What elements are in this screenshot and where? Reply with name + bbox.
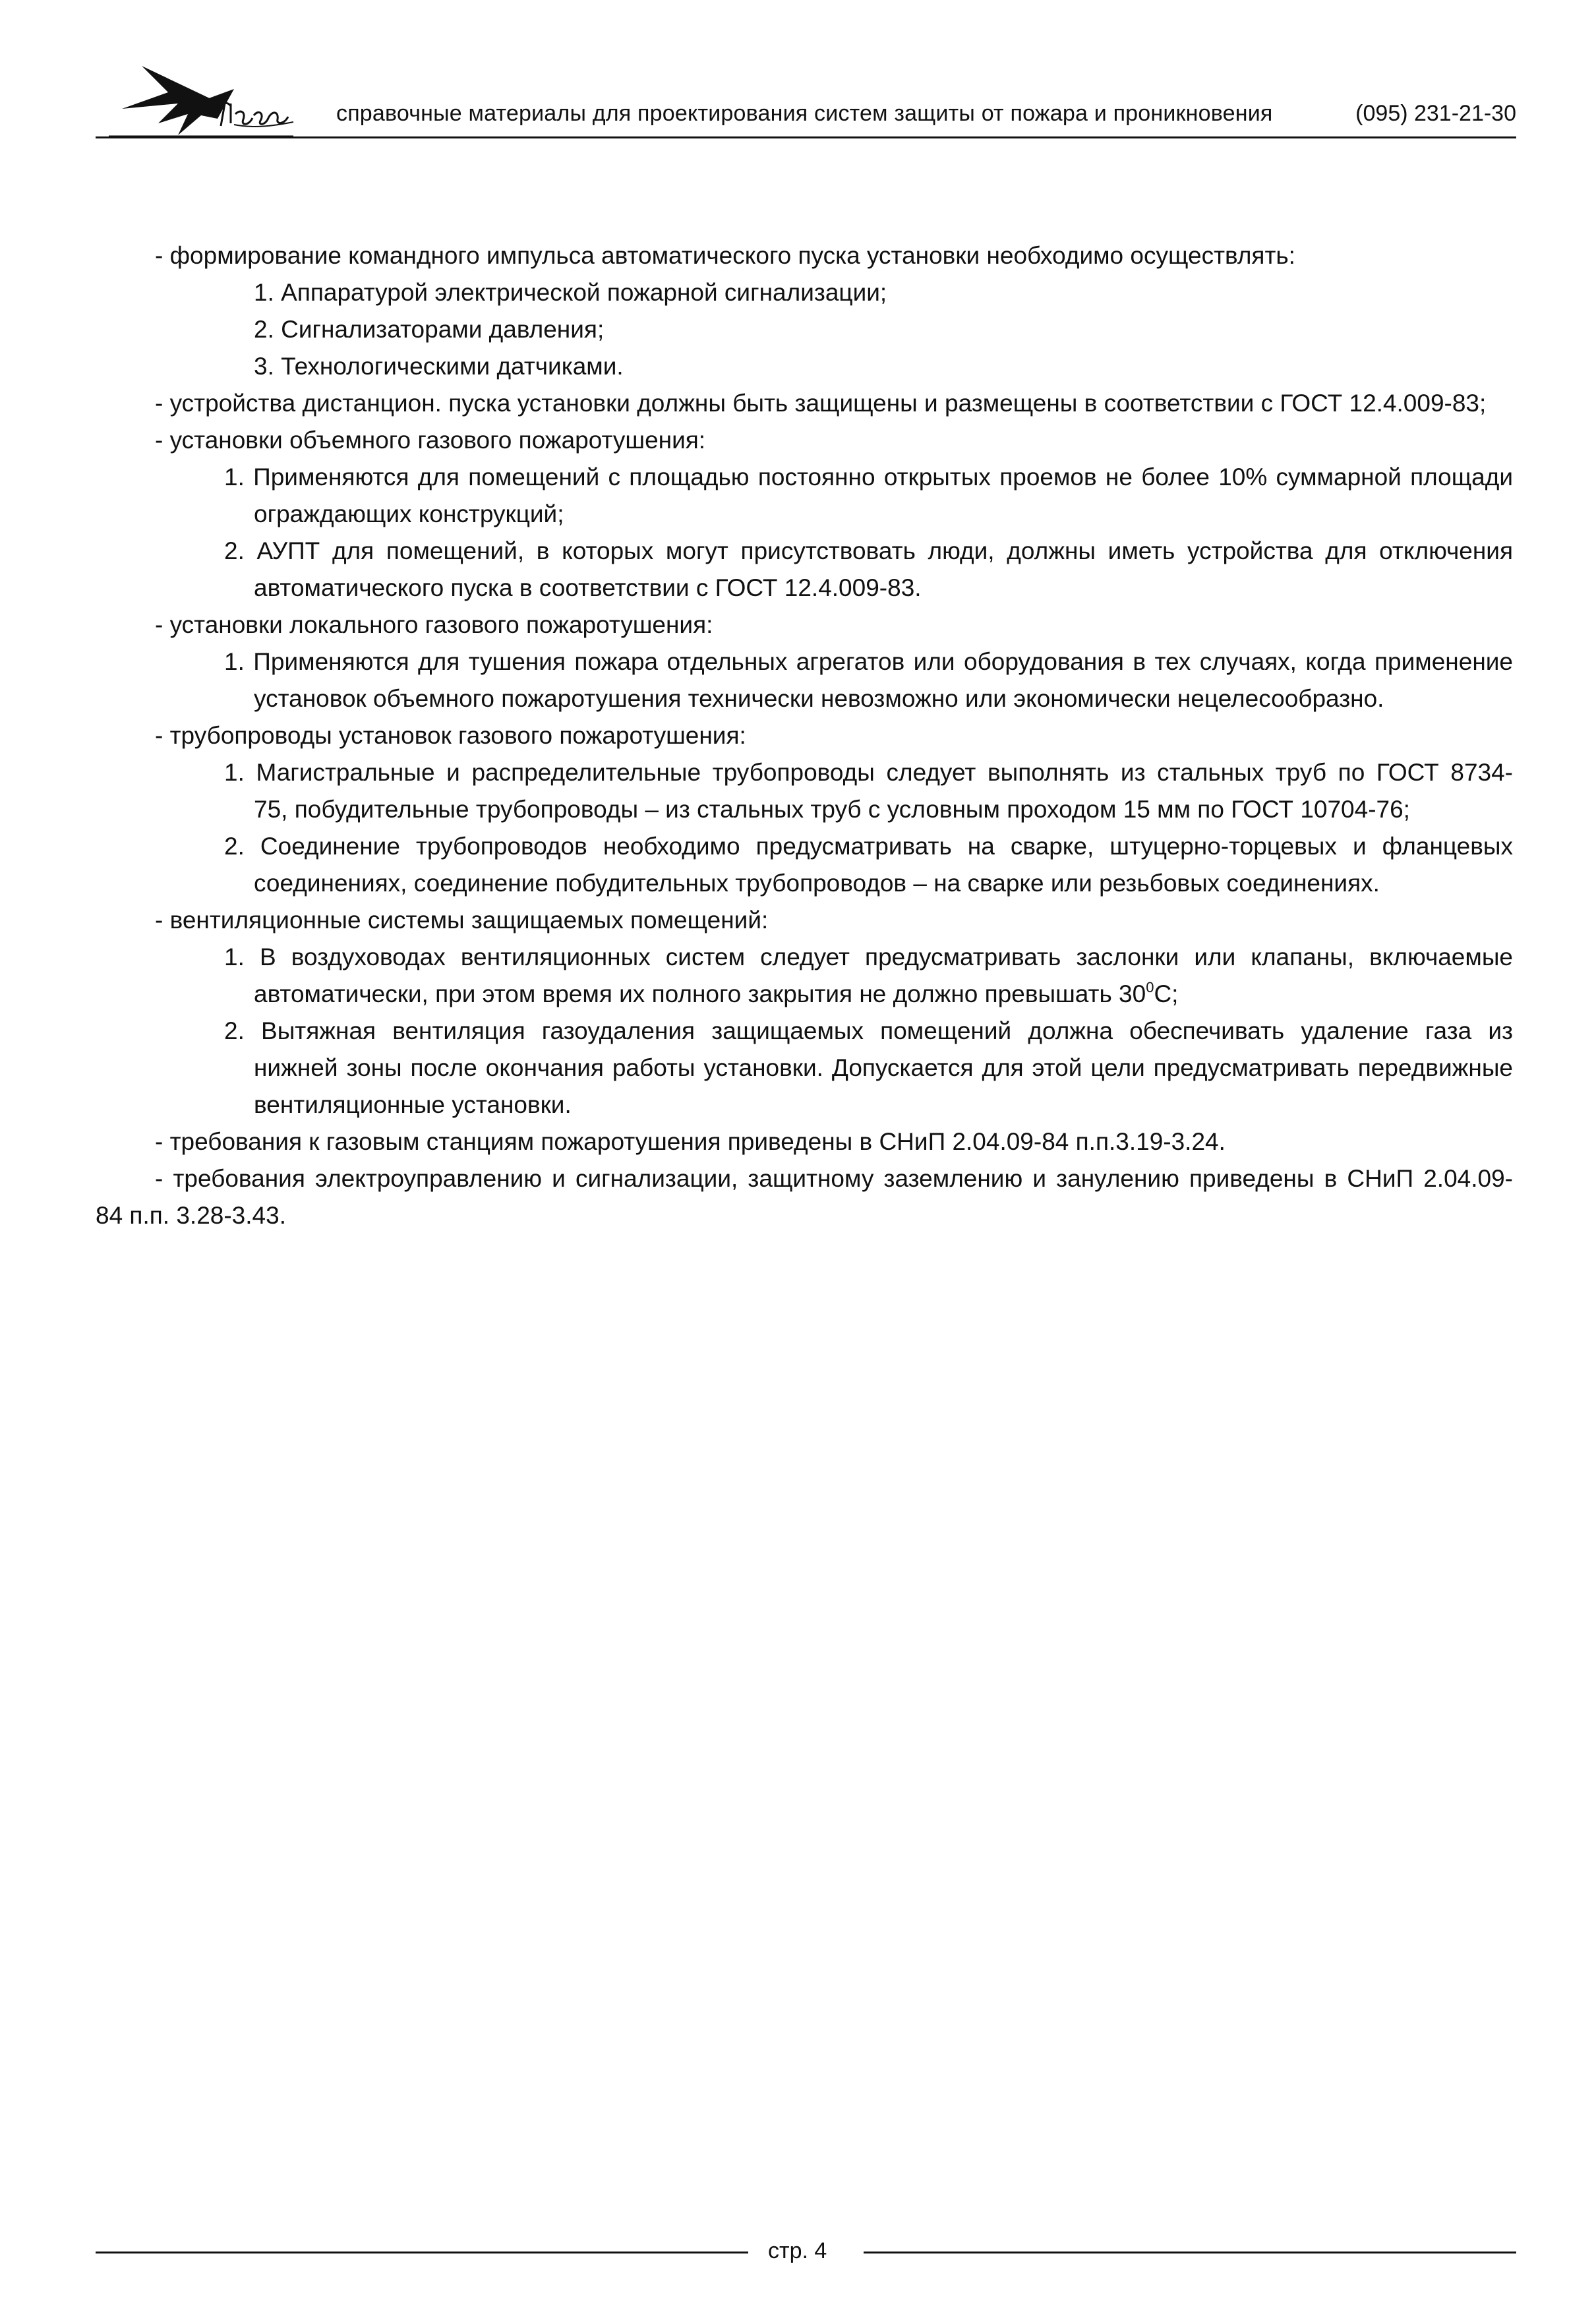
list-item: 1. Аппаратурой электрической пожарной сигнализации; xyxy=(254,279,887,306)
list-item: - установки объемного газового пожаротушения: xyxy=(155,427,706,454)
list-item: - устройства дистанцион. пуска установки должны быть защищены и размещены в соответствии с ГОСТ 12.4.009-83; xyxy=(155,390,1487,417)
list-item-continuation: 84 п.п. 3.28-3.43. xyxy=(96,1202,286,1229)
list-item-continuation: нижней зоны после окончания работы установки. Допускается для этой цели предусматривать передвижные xyxy=(254,1054,1513,1081)
page-footer xyxy=(96,2238,1516,2265)
list-item: 1. Применяются для помещений с площадью постоянно открытых проемов не более 10% суммарной площади xyxy=(224,463,1513,491)
list-item-continuation xyxy=(96,976,1513,1013)
list-item-continuation: соединениях, соединение побудительных трубопроводов – на сварке или резьбовых соединениях. xyxy=(254,870,1380,897)
page-number: стр. 4 xyxy=(768,2238,827,2263)
text-run: С; xyxy=(1154,980,1179,1007)
header-subtitle: справочные материалы для проектирования систем защиты от пожара и проникновения xyxy=(336,101,1273,126)
list-item: 1. Применяются для тушения пожара отдельных агрегатов или оборудования в тех случаях, когда применение xyxy=(224,648,1513,675)
list-item-continuation: 75, побудительные трубопроводы – из стальных труб с условным проходом 15 мм по ГОСТ 10704-76; xyxy=(254,796,1410,823)
list-item: 1. Магистральные и распределительные трубопроводы следует выполнять из стальных труб по ГОСТ 8734- xyxy=(224,759,1513,786)
list-item: 1. В воздуховодах вентиляционных систем следует предусматривать заслонки или клапаны, включаемые xyxy=(224,943,1513,970)
list-item: - требования к газовым станциям пожаротушения приведены в СНиП 2.04.09-84 п.п.3.19-3.24. xyxy=(155,1128,1226,1155)
list-item: 2. Вытяжная вентиляция газоудаления защищаемых помещений должна обеспечивать удаление газа из xyxy=(224,1017,1513,1044)
page-header xyxy=(96,63,1516,142)
list-item-continuation: автоматического пуска в соответствии с ГОСТ 12.4.009-83. xyxy=(254,574,922,601)
header-phone: (095) 231-21-30 xyxy=(1355,101,1516,126)
list-item: 2. Сигнализаторами давления; xyxy=(254,316,605,343)
degree-superscript: 0 xyxy=(1146,978,1154,996)
footer-divider-left xyxy=(96,2252,748,2253)
list-item-continuation: вентиляционные установки. xyxy=(254,1091,572,1118)
list-item: - требования электроуправлению и сигнализации, защитному заземлению и занулению приведены в СНиП 2.04.09- xyxy=(155,1165,1513,1192)
list-item: - вентиляционные системы защищаемых помещений: xyxy=(155,907,769,934)
list-item-continuation: установок объемного пожаротушения технически невозможно или экономически нецелесообразно. xyxy=(254,685,1384,712)
list-item: 3. Технологическими датчиками. xyxy=(254,353,624,380)
document-body xyxy=(96,237,1513,1234)
bird-logo-icon xyxy=(96,63,300,140)
text-run: автоматически, при этом время их полного закрытия не должно превышать 30 xyxy=(254,980,1146,1007)
header-divider xyxy=(96,136,1516,138)
list-item: - формирование командного импульса автоматического пуска установки необходимо осуществлять: xyxy=(155,242,1295,269)
list-item: - установки локального газового пожаротушения: xyxy=(155,611,713,638)
footer-divider-right xyxy=(864,2252,1516,2253)
list-item-continuation: ограждающих конструкций; xyxy=(254,500,564,527)
list-item: - трубопроводы установок газового пожаротушения: xyxy=(155,722,746,749)
list-item: 2. АУПТ для помещений, в которых могут присутствовать люди, должны иметь устройства для отключения xyxy=(224,537,1513,564)
list-item: 2. Соединение трубопроводов необходимо предусматривать на сварке, штуцерно-торцевых и фланцевых xyxy=(224,833,1513,860)
